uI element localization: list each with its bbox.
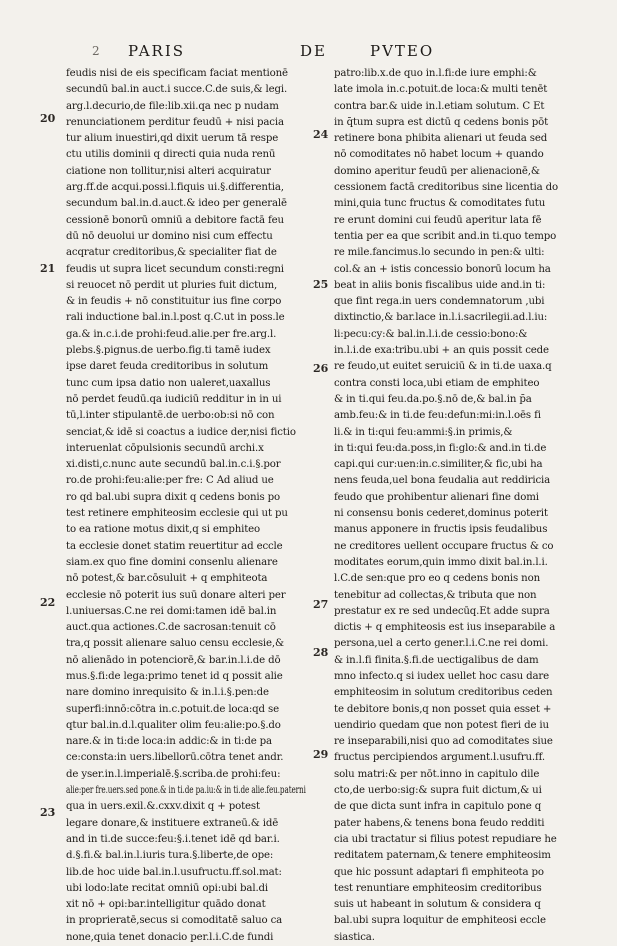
text-line	[66, 82, 306, 98]
text-line-content: de yser.in.l.imperialē.§.scriba.de prohi:feu:	[66, 768, 281, 780]
text-line-content: re mile.fancimus.lo secundo in pen:& ulti:	[334, 247, 545, 259]
text-line	[66, 522, 306, 538]
text-line	[66, 359, 306, 375]
text-line-content: nare.& in ti:de loca:in addic:& in ti:de pa	[66, 736, 272, 748]
text-line	[334, 750, 574, 766]
text-line	[334, 196, 574, 212]
margin-note-29: 29	[313, 748, 329, 761]
text-line	[66, 832, 306, 848]
text-line-content: ubi lodo:late recitat omniū opi:ubi bal.di	[66, 882, 269, 894]
text-line-content: dictis + q emphiteosis est ius inseparabile a	[334, 622, 556, 634]
margin-note-22: 22	[40, 596, 56, 609]
text-line-content: cessionem factā creditoribus sine licentia do	[334, 182, 559, 194]
text-line	[66, 865, 306, 881]
text-line-content: tunc cum ipsa datio non ualeret,uaxallus	[66, 377, 271, 389]
text-line-content: alie:per fre.uers.sed pone.& in ti.de pa.iu:& in ti.de alie.feu.paterni	[66, 785, 306, 797]
text-line	[66, 718, 306, 734]
text-line	[334, 555, 574, 571]
text-line	[334, 522, 574, 538]
text-line	[66, 164, 306, 180]
text-line	[334, 245, 574, 261]
text-line	[334, 734, 574, 750]
text-line	[334, 620, 574, 636]
text-line-content: tenebitur ad collectas,& tributa que non	[334, 589, 537, 601]
text-line-content: mno infecto.q si iudex uellet hoc casu dare	[334, 670, 549, 682]
text-line	[66, 750, 306, 766]
text-line	[334, 816, 574, 832]
text-line-content: te debitore bonis,q non posset quia esset +	[334, 703, 552, 715]
text-line-content: nō comoditates nō habet locum + quando	[334, 149, 544, 161]
text-line	[66, 783, 306, 799]
text-line	[334, 66, 574, 82]
margin-note-20: 20	[40, 112, 56, 125]
text-line-content: li.& in ti:qui feu:ammi:§.in primis,&	[334, 426, 513, 438]
text-line-content: in ti:qui feu:da.poss,in fi:glo:& and.in ti.de	[334, 442, 547, 454]
text-line	[334, 702, 574, 718]
text-line	[334, 799, 574, 815]
text-line-content: nō potest,& bar.cōsuluit + q emphiteota	[66, 573, 268, 585]
text-line	[334, 881, 574, 897]
text-line	[334, 539, 574, 555]
text-line-content: fructus percipiendos argument.l.usufru.ff.	[334, 752, 545, 764]
text-line-content: interuenlat cōpulsionis secundū archi.x	[66, 442, 264, 454]
text-line-content: ciatione non tollitur,nisi alteri acquiratur	[66, 165, 271, 177]
text-line	[66, 294, 306, 310]
text-line-content: tra,q possit alienare saluo censu ecclesie,&	[66, 638, 284, 650]
text-line	[66, 913, 306, 929]
text-line-content: feudis nisi de eis specificam faciat mentionē	[66, 68, 288, 79]
text-line	[334, 310, 574, 326]
text-line-content: to ea ratione motus dixit,q si emphiteo	[66, 524, 261, 536]
text-line	[66, 343, 306, 359]
margin-note-28: 28	[313, 646, 329, 659]
text-line-content: amb.feu:& in ti.de feu:defun:mi:in.l.oēs fi	[334, 410, 541, 422]
text-line	[66, 310, 306, 326]
margin-note-24: 24	[313, 128, 329, 141]
text-line	[66, 930, 306, 946]
text-line-content: in q̄tum supra est dictū q cedens bonis pōt	[334, 116, 549, 128]
text-line	[334, 636, 574, 652]
text-line-content: none,quia tenet donacio per.l.i.C.de fundi	[66, 931, 274, 943]
text-line	[66, 245, 306, 261]
text-line	[334, 685, 574, 701]
text-line-content: d.§.fi.& bal.in.l.iuris tura.§.liberte,de ope:	[66, 850, 274, 862]
text-line-content: si reuocet nō perdit ut pluries fuit dictum,	[66, 279, 278, 291]
text-line	[66, 131, 306, 147]
right-text-column	[334, 66, 574, 946]
text-line	[334, 82, 574, 98]
text-line	[334, 669, 574, 685]
text-line-content: emphiteosim in solutum creditoribus ceden	[334, 687, 553, 699]
text-line-content: nens feuda,uel bona feudalia aut reddiricia	[334, 475, 551, 487]
text-line	[66, 588, 306, 604]
text-line-content: rali inductione bal.in.l.post q.C.ut in poss.le	[66, 312, 285, 324]
text-line	[334, 425, 574, 441]
text-line	[334, 913, 574, 929]
text-line	[334, 865, 574, 881]
text-line-content: contra bar.& uide in.l.etiam solutum. C Et	[334, 100, 545, 112]
text-line	[334, 767, 574, 783]
text-line-content: prestatur ex re sed undecūq.Et adde supra	[334, 605, 550, 617]
text-line-content: ro qd bal.ubi supra dixit q cedens bonis po	[66, 491, 281, 503]
text-line-content: siam.ex quo fine domini consenlu alienare	[66, 556, 278, 568]
text-line-content: test retinere emphiteosim ecclesie qui ut pu	[66, 508, 288, 520]
text-line	[66, 262, 306, 278]
text-line-content: senciat,& idē si coactus a iudice der,nisi fictio	[66, 426, 296, 438]
text-line	[66, 816, 306, 832]
text-line-content: tur alium inuestiri,qd dixit uerum tā respe	[66, 133, 279, 145]
text-line	[66, 881, 306, 897]
text-line	[66, 604, 306, 620]
text-line	[334, 131, 574, 147]
text-line-content: ctu utilis dominii q directi quia nuda renū	[66, 149, 276, 161]
text-line-content: & in.l.fi finita.§.fi.de uectigalibus de dam	[334, 654, 539, 666]
text-line	[66, 539, 306, 555]
text-line	[334, 604, 574, 620]
text-line	[66, 636, 306, 652]
text-line-content: auct.qua actiones.C.de sacrosan:tenuit cō	[66, 622, 276, 634]
text-line	[334, 571, 574, 587]
text-line-content: legare donare,& instituere extraneū.& idē	[66, 817, 279, 829]
header-middle: DE	[300, 42, 327, 60]
text-line	[66, 99, 306, 115]
text-line-content: xi.disti,c.nunc aute secundū bal.in.c.i.§.por	[66, 459, 281, 471]
text-line-content: que fint rega.in uers condemnatorum ,ubi	[334, 296, 545, 308]
text-line	[66, 327, 306, 343]
text-line-content: acqratur creditoribus,& specialiter fiat de	[66, 247, 277, 259]
text-line	[334, 180, 574, 196]
text-line	[334, 473, 574, 489]
text-line-content: ni consensu bonis cederet,dominus poterit	[334, 508, 548, 520]
text-line	[334, 343, 574, 359]
text-line	[334, 359, 574, 375]
text-line	[334, 262, 574, 278]
text-line	[66, 473, 306, 489]
margin-note-25: 25	[313, 278, 329, 291]
text-line-content: mini,quia tunc fructus & comoditates futu	[334, 198, 546, 210]
text-line-content: de que dicta sunt infra in capitulo pone q	[334, 801, 542, 813]
text-line-content: l.uniuersas.C.ne rei domi:tamen idē bal.in	[66, 605, 277, 617]
header-left: PARIS	[128, 42, 186, 60]
text-line-content: & in ti.qui feu.da.po.§.nō de,& bal.in p̄a	[334, 393, 532, 405]
text-line-content: nare domino inrequisito & in.l.i.§.pen:de	[66, 687, 269, 699]
text-line	[334, 506, 574, 522]
text-line	[66, 555, 306, 571]
text-line	[66, 799, 306, 815]
header-mark: 2	[92, 44, 100, 58]
text-line-content: arg.l.decurio,de file:lib.xii.qa nec p nudam	[66, 100, 279, 112]
text-line	[334, 115, 574, 131]
text-line-content: qtur bal.in.d.l.qualiter olim feu:alie:po.§.do	[66, 719, 281, 731]
text-line	[334, 294, 574, 310]
text-line	[66, 685, 306, 701]
text-line	[334, 783, 574, 799]
text-line	[66, 702, 306, 718]
text-line	[334, 99, 574, 115]
text-line	[66, 767, 306, 783]
text-line	[334, 718, 574, 734]
text-line	[334, 457, 574, 473]
text-line-content: solu matri:& per nōt.inno in capitulo dile	[334, 768, 540, 780]
text-line	[66, 196, 306, 212]
margin-note-26: 26	[313, 362, 329, 375]
text-line	[66, 180, 306, 196]
text-line-content: cessionē bonorū omniū a debitore factā feu	[66, 214, 284, 226]
text-line-content: capi.qui cur:uen:in.c.similiter,& fic,ubi ha	[334, 459, 543, 471]
text-line-content: mus.§.fi:de lega:primo tenet id q possit alie	[66, 670, 283, 682]
text-line-content: col.& an + istis concessio bonorū locum ha	[334, 263, 551, 275]
text-line-content: ga.& in.c.i.de prohi:feud.alie.per fre.arg.l.	[66, 328, 277, 340]
text-line-content: and in ti.de succe:feu:§.i.tenet idē qd bar.i.	[66, 833, 280, 845]
text-line	[66, 376, 306, 392]
text-line-content: secundū bal.in auct.i succe.C.de suis,& legi.	[66, 84, 288, 96]
text-line-content: uendirio quedam que non potest fieri de iu	[334, 719, 549, 731]
text-line	[334, 229, 574, 245]
text-line-content: dū nō deuolui ur domino nisi cum effectu	[66, 230, 273, 242]
text-line	[334, 327, 574, 343]
margin-note-21: 21	[40, 262, 56, 275]
text-line-content: arg.ff.de acqui.possi.l.fiquis ui.§.differentia,	[66, 182, 284, 194]
text-line	[66, 457, 306, 473]
margin-note-27: 27	[313, 598, 329, 611]
text-line	[66, 734, 306, 750]
text-line	[66, 229, 306, 245]
text-line-content: ro.de prohi:feu:alie:per fre: C Ad aliud ue	[66, 475, 274, 487]
text-line-content: dixtinctio,& bar.lace in.l.i.sacrilegii.ad.l.iu:	[334, 312, 548, 324]
text-line	[334, 278, 574, 294]
text-line-content: nō alienādo in potenciorē,& bar.in.l.i.de dō	[66, 654, 281, 666]
text-line-content: manus apponere in fructis ipsis feudalibus	[334, 524, 548, 536]
text-line-content: cto,de uerbo:sig:& supra fuit dictum,& ui	[334, 785, 542, 797]
text-line	[66, 669, 306, 685]
text-line	[334, 147, 574, 163]
text-line-content: siastica.	[334, 931, 375, 943]
text-line-content: tentia per ea que scribit and.in ti.quo tempo	[334, 230, 557, 242]
text-line-content: suis ut habeant in solutum & considera q	[334, 899, 541, 911]
text-line	[66, 571, 306, 587]
text-line-content: cia ubi tractatur si filius potest repudiare he	[334, 833, 557, 845]
text-line	[66, 213, 306, 229]
text-line-content: superfi:innō:cōtra in.c.potuit.de loca:qd se	[66, 703, 279, 715]
text-line-content: pater habens,& tenens bona feudo redditi	[334, 817, 545, 829]
text-line-content: qua in uers.exil.&.cxxv.dixit q + potest	[66, 801, 260, 813]
text-line	[66, 278, 306, 294]
text-line-content: reditatem paternam,& tenere emphiteosim	[334, 850, 551, 862]
text-line-content: bal.ubi supra loquitur de emphiteosi eccle	[334, 915, 546, 927]
text-line-content: ce:consta:in uers.libellorū.cōtra tenet andr.	[66, 752, 284, 764]
text-line	[334, 408, 574, 424]
text-line	[334, 213, 574, 229]
text-line-content: beat in aliis bonis fiscalibus uide and.in ti:	[334, 279, 546, 291]
text-line	[334, 588, 574, 604]
text-line-content: xit nō + opi:bar.intelligitur quādo donat	[66, 899, 266, 911]
text-line-content: ipse daret feuda creditoribus in solutum	[66, 361, 269, 373]
text-line-content: re erunt domini cui feudū aperitur lata fē	[334, 214, 542, 226]
text-line-content: patro:lib.x.de quo in.l.fi:de iure emphi:&	[334, 68, 537, 79]
text-line	[66, 490, 306, 506]
text-line-content: re inseparabili,nisi quo ad comoditates siue	[334, 736, 553, 748]
text-line	[334, 376, 574, 392]
text-line-content: ecclesie nō poterit ius suū donare alteri per	[66, 589, 286, 601]
text-line-content: late imola in.c.potuit.de loca:& multi tenēt	[334, 84, 548, 96]
text-line-content: persona,uel a certo gener.l.i.C.ne rei domi.	[334, 638, 549, 650]
text-line	[66, 620, 306, 636]
text-line-content: retinere bona phibita alienari ut feuda sed	[334, 133, 548, 145]
text-line-content: feudo que prohibentur alienari fine domi	[334, 491, 539, 503]
text-line	[334, 848, 574, 864]
text-line	[66, 408, 306, 424]
text-line-content: li:pecu:cy:& bal.in.l.i.de cessio:bono:&	[334, 328, 528, 340]
text-line-content: in.l.i.de exa:tribu.ubi + an quis possit cede	[334, 345, 549, 357]
text-line	[66, 441, 306, 457]
text-line-content: ne creditores uellent occupare fructus & co	[334, 540, 554, 552]
text-line-content: que hic possunt adaptari fi emphiteota po	[334, 866, 544, 878]
text-line	[334, 832, 574, 848]
text-line-content: plebs.§.pignus.de uerbo.fig.ti tamē iudex	[66, 345, 271, 357]
text-line-content: secundum bal.in.d.auct.& ideo per generalē	[66, 198, 287, 210]
text-line	[334, 930, 574, 946]
text-line-content: & in feudis + nō constituitur ius fine corpo	[66, 296, 282, 308]
text-line	[66, 392, 306, 408]
text-line-content: ta ecclesie donet statim reuertitur ad eccle	[66, 540, 283, 552]
text-line	[66, 66, 306, 82]
text-line-content: contra consti loca,ubi etiam de emphiteo	[334, 377, 540, 389]
text-line	[66, 506, 306, 522]
header-right: PVTEO	[370, 42, 435, 60]
running-header	[0, 42, 617, 66]
text-line-content: in proprieratē,secus si comoditatē saluo ca	[66, 915, 283, 927]
text-line	[66, 425, 306, 441]
text-line	[334, 441, 574, 457]
text-line-content: re feudo,ut euitet seruiciū & in ti.de uaxa.q	[334, 361, 552, 373]
text-line-content: renunciationem perditur feudū + nisi pacia	[66, 116, 284, 128]
text-line-content: moditates eorum,quin immo dixit bal.in.l.i.	[334, 556, 548, 568]
left-text-column	[66, 66, 306, 946]
text-line	[334, 653, 574, 669]
text-line-content: feudis ut supra licet secundum consti:regni	[66, 263, 284, 275]
text-line-content: nō perdet feudū.qa iudiciū redditur in in ui	[66, 393, 282, 405]
text-line-content: tū,l.inter stipulantē.de uerbo:ob:si nō con	[66, 410, 275, 422]
text-line-content: l.C.de sen:que pro eo q cedens bonis non	[334, 573, 540, 585]
text-line	[334, 164, 574, 180]
text-line	[66, 848, 306, 864]
text-line-content: domino aperitur feudū per alienacionē,&	[334, 165, 540, 177]
text-line	[66, 115, 306, 131]
text-line	[66, 653, 306, 669]
margin-note-23: 23	[40, 806, 56, 819]
text-line	[66, 147, 306, 163]
text-line	[334, 490, 574, 506]
text-line	[334, 392, 574, 408]
text-line-content: lib.de hoc uide bal.in.l.usufructu.ff.sol.mat:	[66, 866, 282, 878]
text-line-content: test renuntiare emphiteosim creditoribus	[334, 882, 542, 894]
